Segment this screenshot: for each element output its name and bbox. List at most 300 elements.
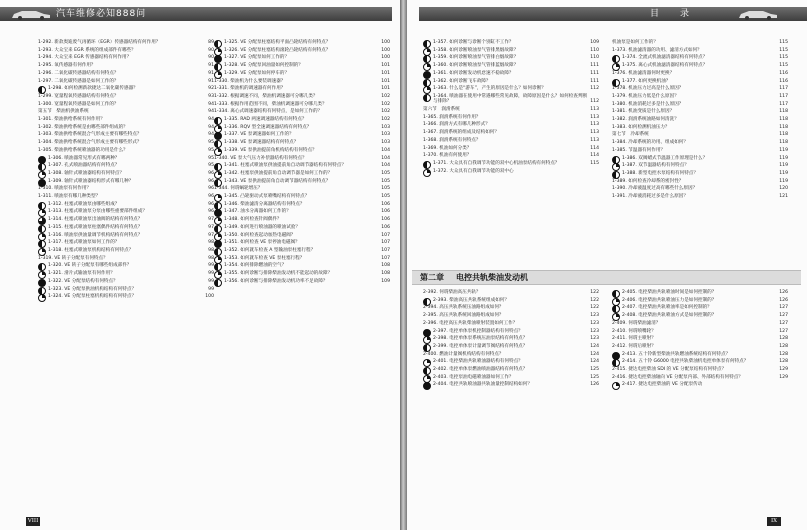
car-icon: [10, 8, 52, 20]
toc-entry-page: 114: [590, 145, 599, 151]
toc-entry-page: 91: [208, 78, 214, 84]
toc-entry-page: 124: [590, 343, 599, 349]
toc-entry-page: 126: [779, 297, 788, 303]
toc-entry-page: 116: [779, 70, 788, 76]
difficulty-marker-icon: [38, 294, 46, 302]
toc-entry: [612, 367, 788, 372]
toc-entry-title: 1-315. 柱塞式喷油泵柱塞偶件结构有何特点？: [48, 224, 143, 230]
toc-entry-title: 2-407. 电控柴油共轨喷油率是如何控制的？: [622, 305, 712, 311]
toc-entry: [38, 171, 214, 176]
toc-entry: [612, 86, 788, 91]
toc-entry-title: 1-306. 喷油器常见形式有哪两种？: [48, 155, 120, 161]
toc-column-right-3: [423, 290, 599, 390]
toc-entry: [612, 132, 788, 137]
toc-entry-page: 102: [381, 117, 390, 123]
toc-entry: [214, 248, 390, 253]
toc-entry-title: 1-356. 如何诊断与排除柴油发动机功率不足故障？: [224, 278, 328, 284]
difficulty-marker-icon: [612, 382, 620, 390]
toc-entry: [612, 156, 788, 161]
toc-entry: [423, 146, 599, 151]
toc-entry-title: 1-340. VE 泵大气压力补偿器结构有何特点？: [214, 155, 307, 161]
toc-entry-title: 2-399. 电控单体泵计量调节阀结构有何特点？: [433, 343, 528, 349]
toc-entry-title: 2-410. 何谓喷嘴轮？: [612, 328, 656, 334]
toc-entry: [214, 140, 390, 145]
toc-entry-page: 94: [208, 109, 214, 115]
toc-entry-page: 99: [208, 271, 214, 277]
toc-entry-page: 113: [590, 137, 599, 143]
right-page: [407, 0, 807, 530]
toc-entry-title: 1-303. 柴油供给系统混合气形成主要有哪些特点？: [38, 132, 142, 138]
toc-entry-title: 1-293. 大众宝来 EGR 系统的组成部件有哪些？: [38, 47, 136, 53]
chapter-heading: [412, 270, 801, 285]
toc-entry: [423, 71, 599, 76]
toc-entry: [214, 271, 390, 276]
toc-entry: [38, 55, 214, 60]
left-header-bar: [0, 7, 392, 21]
toc-column-right-4: [612, 290, 788, 390]
toc-entry: [612, 179, 788, 184]
toc-entry-page: 128: [779, 351, 788, 357]
toc-entry: [612, 375, 788, 380]
toc-entry-title: 1-323. VE 分配泵供油机构结构有何特点？: [48, 286, 137, 292]
toc-entry: [214, 71, 390, 76]
toc-entry: [214, 148, 390, 153]
toc-entry: [38, 240, 214, 245]
toc-entry-title: 1-388. 新型电控水泵结构有何特点？: [622, 170, 698, 176]
toc-entry-title: 2-403. 电控泵油电磁喷油器如何工作？: [433, 374, 514, 380]
toc-entry-title: 2-402. 电控单体泵燃油喷油器结构有何特点？: [433, 367, 528, 373]
toc-entry-page: 105: [381, 178, 390, 184]
toc-entry-page: 125: [590, 367, 599, 373]
toc-entry: [38, 256, 214, 261]
toc-entry-title: 1-391. 冷却液消耗过多是什么原因？: [612, 194, 688, 200]
toc-entry-page: 119: [779, 147, 788, 153]
toc-entry-title: 1-347. 油水分离器如何工作的？: [224, 209, 291, 215]
right-header-bar: [419, 7, 807, 21]
toc-entry-page: 91: [208, 70, 214, 76]
toc-entry: [214, 186, 390, 191]
toc-entry-page: 124: [590, 351, 599, 357]
toc-entry-title: 1-338. VE 泵调速器结构有何特点？: [224, 140, 299, 146]
toc-entry-title: 1-349. 如何进行喷油器的喷油试验？: [224, 224, 300, 230]
toc-entry: [214, 86, 390, 91]
toc-entry: [214, 279, 390, 284]
toc-entry-title: 1-384. 冷却系统的功用、组成如何？: [612, 140, 688, 146]
toc-entry: [38, 117, 214, 122]
toc-entry-page: 111: [590, 78, 599, 84]
toc-entry-title: 2-397. 电控单体泵机控制器结构有何特点？: [433, 328, 523, 334]
toc-entry: [214, 132, 390, 137]
toc-entry-title: 2-409. 何谓柴油滤清？: [612, 320, 661, 326]
toc-entry-page: 128: [779, 343, 788, 349]
toc-entry-title: 1-322. VE 分配泵结构有何特点？: [48, 278, 118, 284]
toc-entry-page: 90: [208, 55, 214, 61]
toc-entry-title: 1-343. VE 泵供油提前角自动调节器结构有何特点？: [224, 178, 331, 184]
toc-entry: [612, 71, 788, 76]
toc-entry-title: 1-301. 柴油供给系统有何作用？: [38, 117, 105, 123]
toc-entry-page: 127: [779, 305, 788, 311]
toc-entry: [38, 194, 214, 199]
toc-entry-title: 2-404. 电控共轨喷油器共轨油量控制结构如何？: [433, 382, 532, 388]
toc-entry: [612, 79, 788, 84]
toc-entry-title: 2-408. 电控柴油共轨喷油方式是如何控制的？: [622, 313, 717, 319]
toc-entry-title: 第六节 润滑系统: [423, 107, 460, 113]
toc-entry: [38, 186, 214, 191]
toc-entry-title: 1-333. 根据作用范围不同，柴油机调速器可分哪几类？: [214, 101, 327, 107]
toc-entry-title: 1-359. 如何诊断喷油泵气管排白烟故障？: [433, 55, 519, 61]
toc-entry: [38, 94, 214, 99]
toc-entry: [38, 287, 214, 292]
toc-entry-title: 1-319. VE 转子分配泵有何特点？: [38, 255, 108, 261]
toc-entry: [214, 233, 390, 238]
toc-entry: [612, 329, 788, 334]
toc-entry-title: 1-330. 柴油机为什么要装调速器？: [214, 78, 286, 84]
toc-entry-title: 2-398. 电控单体泵系统压油泵结构有何特点？: [433, 336, 528, 342]
toc-entry: [214, 40, 390, 45]
toc-entry: [612, 63, 788, 68]
toc-entry-page: 98: [208, 240, 214, 246]
toc-entry-title: 1-372. 大众具有自我调节功能的双中心: [433, 168, 514, 174]
toc-entry-page: 100: [381, 55, 390, 61]
toc-entry: [612, 186, 788, 191]
toc-entry-page: 115: [779, 40, 788, 45]
toc-entry: [423, 375, 599, 380]
toc-entry-page: 102: [381, 93, 390, 99]
toc-entry-page: 101: [381, 78, 390, 84]
toc-entry-title: 1-317. 柱塞式喷油泵如何工作的？: [48, 240, 120, 246]
difficulty-marker-icon: [214, 279, 222, 287]
toc-entry: [214, 263, 390, 268]
toc-entry-title: 1-310. 喷油泵有何作用？: [38, 186, 92, 192]
toc-entry-page: 127: [779, 320, 788, 326]
toc-entry: [423, 122, 599, 127]
toc-entry-title: 1-385. 节温器有何作用？: [612, 147, 666, 153]
toc-entry-page: 118: [779, 132, 788, 138]
toc-entry-title: 2-406. 电控柴油共轨喷油压力是如何控制的？: [622, 297, 717, 303]
toc-entry-page: 115: [779, 55, 788, 61]
toc-entry-title: 1-375. 离心式机油滤清器结构有何特点？: [622, 63, 708, 69]
toc-entry: [214, 240, 390, 245]
toc-entry-page: 101: [381, 70, 390, 76]
toc-entry-page: 119: [779, 155, 788, 161]
toc-entry-page: 120: [779, 186, 788, 192]
toc-entry: [423, 115, 599, 120]
toc-entry: [612, 94, 788, 99]
toc-entry-page: 117: [779, 93, 788, 99]
toc-entry-title: 1-386. 双阀蜡式节温器工作原理是什么？: [622, 155, 708, 161]
toc-entry: [612, 48, 788, 53]
toc-entry: [38, 248, 214, 253]
toc-entry-page: 105: [381, 186, 390, 192]
toc-entry: [612, 163, 788, 168]
toc-entry-page: 110: [590, 55, 599, 61]
chapter-number: 第二章: [420, 273, 444, 282]
toc-entry-page: 104: [381, 163, 390, 169]
toc-entry-page: 92: [208, 86, 214, 92]
toc-entry-title: 1-309. 轴针式喷油器结构形式有哪几种？: [48, 178, 134, 184]
toc-entry-title: 1-367. 润滑系统的组成及结构如何？: [423, 130, 499, 136]
toc-column-left-1: [38, 40, 214, 302]
toc-entry: [38, 156, 214, 161]
toc-entry-title: 第五节 柴油机供油系统: [38, 109, 89, 115]
toc-entry-title: 1-370. 机油有何使用？: [423, 153, 472, 159]
difficulty-marker-icon: [423, 382, 431, 390]
toc-entry-title: 1-380. 机油消耗过多是什么原因？: [612, 101, 684, 107]
toc-entry: [423, 313, 599, 318]
toc-entry: [38, 109, 214, 114]
toc-entry-title: 1-298. 如何检测新款捷达二氧化碳传感器？: [48, 86, 138, 92]
toc-entry-page: 91: [208, 63, 214, 69]
toc-entry-page: 113: [590, 107, 599, 113]
toc-entry-page: 122: [590, 290, 599, 295]
toc-entry: [612, 102, 788, 107]
toc-entry-title: 2-415. 捷达电控柴油 SDI 的 VE 分配泵结构有何特点？: [612, 367, 727, 373]
toc-entry: [423, 169, 599, 174]
toc-entry-page: 115: [779, 63, 788, 69]
toc-entry-title: 1-294. 大众宝来 EGR 传感器结构有何作用？: [38, 55, 132, 61]
toc-entry: [612, 290, 788, 295]
toc-entry: [38, 279, 214, 284]
toc-entry-title: 机油泵是如何工作的？: [612, 40, 658, 45]
toc-entry-title: 1-295. 氧传感器有何作用？: [38, 63, 96, 69]
toc-entry-page: 119: [779, 170, 788, 176]
toc-entry-page: 125: [590, 374, 599, 380]
toc-entry: [423, 344, 599, 349]
toc-entry: [423, 94, 599, 105]
toc-entry-title: 1-318. 柱塞式喷油泵机构结构有何特点？: [48, 247, 134, 253]
toc-entry-page: 105: [381, 170, 390, 176]
toc-entry-title: 2-396. 电控高压共轨柴油喷射装置如何工作？: [423, 320, 518, 326]
book-gutter: [400, 0, 407, 530]
toc-entry-page: 95: [208, 163, 214, 169]
toc-entry-page: 109: [381, 278, 390, 284]
toc-entry: [423, 329, 599, 334]
toc-entry-title: 1-371. 大众具有自我调节功能的双中心机油泵结构有何特点？: [433, 160, 560, 166]
toc-entry-page: 128: [779, 336, 788, 342]
toc-entry-title: 1-363. 什么是“游车”，产生的原因是什么？如何诊断？: [433, 86, 546, 92]
toc-entry: [423, 290, 599, 295]
toc-entry: [38, 225, 214, 230]
toc-entry-title: 1-307. 孔式喷油器结构有何特点？: [48, 163, 120, 169]
toc-entry: [423, 305, 599, 310]
toc-column-left-2: [214, 40, 390, 287]
toc-entry: [38, 125, 214, 130]
toc-entry-title: 1-379. 机油压力低是什么原因？: [612, 93, 679, 99]
toc-entry-title: 1-365. 润滑系统有何作用？: [423, 114, 481, 120]
toc-entry-title: 1-383. 如何检测机油压力？: [612, 124, 670, 130]
toc-entry-title: 1-368. 润滑系统有何特点？: [423, 137, 481, 143]
toc-entry: [423, 48, 599, 53]
toc-entry-title: 1-337. VE 泵调速器如何工作的？: [224, 132, 294, 138]
toc-entry: [38, 140, 214, 145]
toc-entry: [214, 209, 390, 214]
car-icon: [737, 8, 779, 20]
toc-entry-title: 第七节 冷却系统: [612, 132, 649, 138]
page-number-right: IX: [767, 517, 781, 526]
toc-entry-page: 122: [590, 297, 599, 303]
toc-entry-page: 106: [381, 217, 390, 223]
difficulty-marker-icon: [423, 94, 431, 102]
toc-entry-page: 118: [779, 117, 788, 123]
toc-entry: [423, 336, 599, 341]
toc-entry-page: 100: [381, 40, 390, 45]
toc-entry-page: 128: [779, 359, 788, 365]
toc-entry-title: 1-332. 根据调速不同，柴油机调速器可分哪几类？: [214, 93, 318, 99]
toc-entry-title: 1-297. 二氧化碳传感器是如何工作的？: [38, 78, 119, 84]
toc-entry-page: 95: [208, 155, 214, 161]
toc-column-right-1: [423, 40, 599, 176]
toc-entry: [612, 313, 788, 318]
toc-entry-page: 118: [779, 124, 788, 130]
toc-entry: [38, 179, 214, 184]
toc-entry-page: 104: [381, 147, 390, 153]
toc-entry: [38, 217, 214, 222]
toc-entry-page: 103: [381, 124, 390, 130]
toc-entry-title: 1-360. 如何诊断喷油泵气管排蓝烟故障？: [433, 63, 519, 69]
toc-entry: [423, 367, 599, 372]
toc-entry-page: 126: [590, 382, 599, 388]
toc-entry: [612, 140, 788, 145]
toc-entry-title: 1-327. VE 分配泵如何工作的？: [224, 55, 290, 61]
toc-entry: [612, 336, 788, 341]
toc-entry-page: 103: [381, 140, 390, 146]
toc-entry-page: 121: [779, 194, 788, 200]
toc-entry: [38, 233, 214, 238]
toc-entry: [612, 321, 788, 326]
toc-entry-page: 108: [381, 263, 390, 269]
toc-entry: [612, 148, 788, 153]
toc-entry-page: 99: [208, 263, 214, 269]
toc-entry-title: 1-381. 机油变质是什么原因？: [612, 109, 675, 115]
toc-entry: [423, 382, 599, 387]
toc-column-right-2: [612, 40, 788, 202]
toc-entry-title: 1-321. 滑片式输油泵有何作用？: [48, 271, 115, 277]
toc-entry-title: 1-302. 柴油供给系统是由哪些部件组成的？: [38, 124, 128, 130]
toc-entry: [214, 55, 390, 60]
toc-entry-title: 1-328. VE 分配泵回油量如何控制的？: [224, 63, 303, 69]
toc-entry-title: 1-336. RQV 型全速调速器结构有何特点？: [224, 124, 312, 130]
toc-entry-title: 1-382. 润滑系统油路如何清洗？: [612, 117, 679, 123]
toc-entry-page: 118: [779, 140, 788, 146]
toc-entry: [38, 40, 214, 45]
toc-entry-title: 1-346. 柴油滤清分离器结构有何特点？: [224, 201, 305, 207]
toc-entry: [214, 217, 390, 222]
toc-entry: [214, 125, 390, 130]
toc-entry: [38, 263, 214, 268]
toc-entry-title: 1-314. 柱塞式喷油泵出油阀的结构有何特点？: [48, 217, 143, 223]
toc-entry-title: 1-348. 如何检查针阀偶件？: [224, 217, 282, 223]
toc-entry-page: 101: [381, 86, 390, 92]
toc-entry-page: 119: [779, 178, 788, 184]
toc-heading: 目 录: [649, 9, 695, 19]
toc-entry-page: 113: [590, 122, 599, 128]
toc-entry-title: 1-344. 何谓蜗轮增压？: [214, 186, 263, 192]
toc-entry: [214, 202, 390, 207]
toc-entry: [214, 156, 390, 161]
toc-entry-title: 1-376. 机油滤清器何时更换？: [612, 70, 675, 76]
toc-entry: [423, 352, 599, 357]
toc-entry-title: 1-390. 冷却液温度过高有哪些什么原因？: [612, 186, 698, 192]
toc-entry-title: 1-316. 喷油泵供油量调节机构结构有何特点？: [48, 232, 143, 238]
toc-entry-page: 94: [208, 124, 214, 130]
toc-entry: [612, 359, 788, 364]
toc-entry-title: 2-413. 五十铃新型柴油共轨燃油系统结构有何特点？: [622, 351, 731, 357]
toc-entry: [214, 256, 390, 261]
toc-entry: [612, 109, 788, 114]
toc-entry-title: 2-405. 电控柴油共轨喷油时间是如何控制的？: [622, 290, 717, 295]
toc-entry-page: 105: [381, 194, 390, 200]
toc-entry-page: 124: [590, 359, 599, 365]
toc-entry: [214, 48, 390, 53]
toc-entry-page: 109: [590, 40, 599, 45]
toc-entry: [38, 48, 214, 53]
toc-entry-page: 96: [208, 178, 214, 184]
toc-entry: [214, 102, 390, 107]
toc-entry: [612, 194, 788, 199]
toc-entry-title: 1-345. 凸轮驱动式泵喷嘴结构有何特点？: [224, 194, 310, 200]
toc-entry-title: 1-364. 喷油器在使用中常遇哪些常见故障，故障原因是什么？如何检查判断与排除？: [433, 93, 588, 105]
toc-entry-title: 2-412. 何谓后喷射？: [612, 343, 656, 349]
toc-entry-page: 123: [590, 336, 599, 342]
toc-entry-page: 108: [381, 271, 390, 277]
toc-entry-title: 2-411. 何谓主喷射？: [612, 336, 656, 342]
toc-entry: [423, 298, 599, 303]
toc-entry-page: 122: [590, 305, 599, 311]
toc-entry: [38, 132, 214, 137]
toc-entry: [214, 171, 390, 176]
toc-entry-page: 94: [208, 101, 214, 107]
toc-entry: [38, 63, 214, 68]
toc-entry-title: 1-377. 如何更换机油？: [622, 78, 671, 84]
toc-entry: [38, 271, 214, 276]
toc-entry-title: 1-300. 宽量程氧传感器是如何工作的？: [38, 101, 119, 107]
toc-entry-title: 1-326. VE 分配泵柱塞结构滚轮凸轮结构有何特点？: [224, 47, 331, 53]
toc-entry-page: 113: [590, 130, 599, 136]
toc-entry: [38, 163, 214, 168]
toc-entry: [423, 359, 599, 364]
toc-entry-page: 90: [208, 47, 214, 53]
page-number-left: VIII: [27, 518, 39, 524]
toc-entry: [38, 86, 214, 91]
toc-entry: [214, 194, 390, 199]
toc-entry-page: 123: [590, 320, 599, 326]
toc-entry-page: 103: [381, 132, 390, 138]
toc-entry-page: 115: [590, 160, 599, 166]
toc-entry-title: 1-329. VE 分配泵如何停车的？: [224, 70, 290, 76]
toc-entry-title: 1-292. 新款奥迪废气再循环（EGR）传感器结构有何作用？: [38, 40, 161, 45]
toc-entry: [38, 79, 214, 84]
toc-entry: [423, 138, 599, 143]
toc-entry: [423, 130, 599, 135]
toc-entry-page: 95: [208, 147, 214, 153]
toc-entry-page: 116: [779, 78, 788, 84]
toc-entry-title: 2-394. 高压共轨系统压油路组成如何？: [423, 305, 504, 311]
toc-entry-title: 2-393. 柴油高压共轨系统组成如何？: [433, 297, 509, 303]
toc-entry-title: 1-350. 如何检查起动加热电磁阀？: [224, 232, 296, 238]
toc-entry-page: 107: [381, 247, 390, 253]
toc-entry-page: 98: [208, 247, 214, 253]
toc-entry-page: 99: [208, 286, 214, 292]
toc-entry: [214, 163, 390, 168]
toc-entry-title: 1-308. 轴针式喷油器结构有何特点？: [48, 170, 124, 176]
toc-entry-title: 1-362. 如何诊断飞车故障？: [433, 78, 491, 84]
toc-entry: [423, 321, 599, 326]
toc-entry-page: 96: [208, 186, 214, 192]
toc-entry-title: 2-414. 五十铃 G6000 电控共轨柴油机电控单体泵有何特点？: [622, 359, 749, 365]
toc-entry-page: 123: [590, 328, 599, 334]
toc-entry-page: 117: [779, 101, 788, 107]
toc-entry-page: 129: [779, 374, 788, 380]
